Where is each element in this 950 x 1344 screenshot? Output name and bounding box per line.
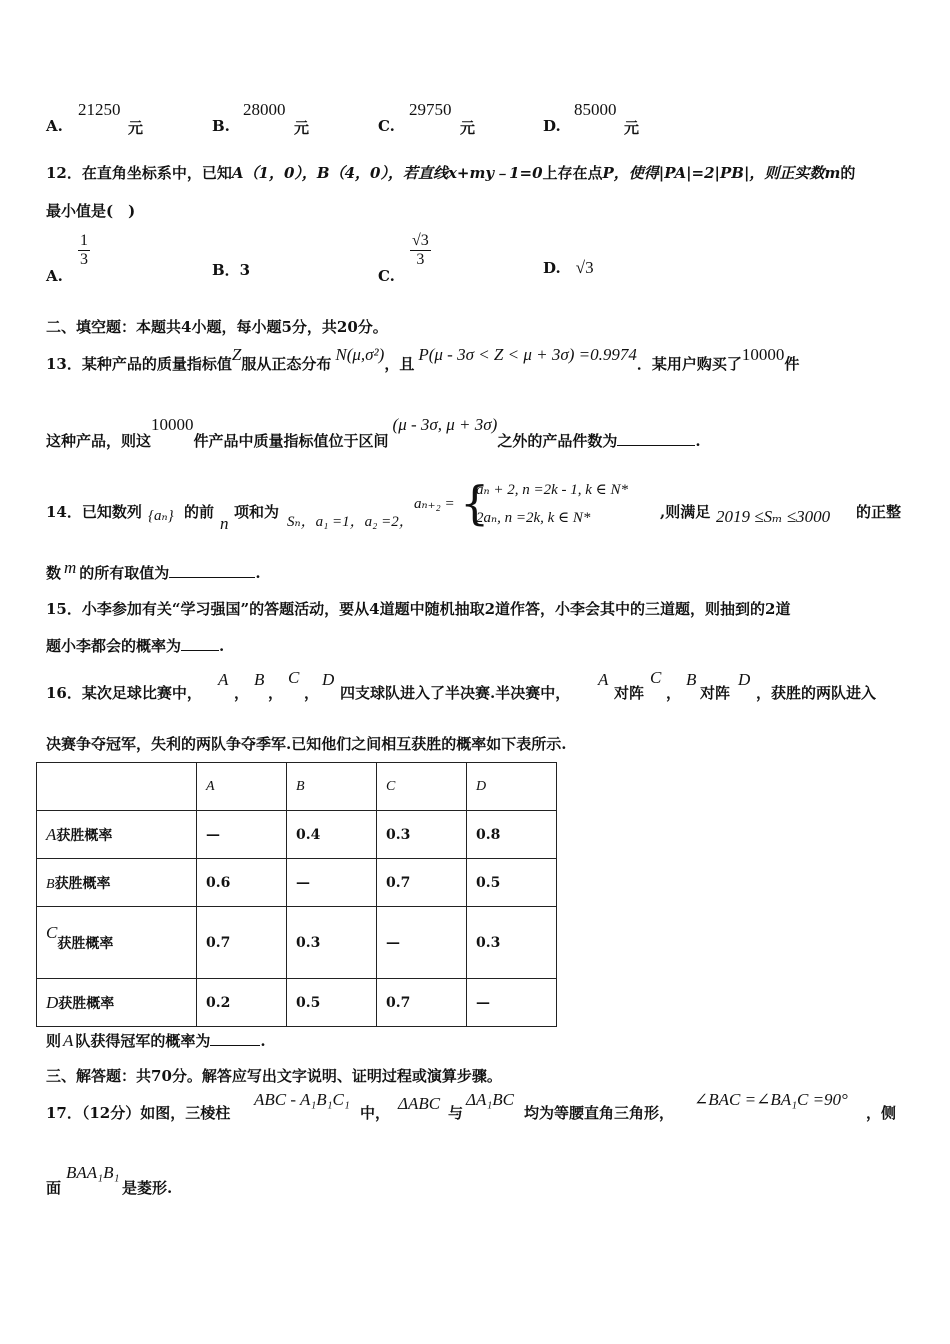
q11-option-c[interactable] (378, 116, 395, 135)
q13-answer-blank[interactable] (617, 445, 695, 446)
q16-semi2-d: D (738, 670, 751, 689)
win-probability-table (36, 762, 557, 1027)
q11-option-d[interactable] (543, 116, 561, 135)
table-cell: 0.7 (197, 907, 287, 979)
table-row-label: B获胜概率 (37, 859, 197, 907)
q16-team-a: A (218, 670, 229, 689)
q14-n: n (220, 514, 229, 533)
q14-line2: 数 m 的所有取值为 . (46, 558, 261, 582)
q14-case2: 2aₙ, n =2k, k ∈ N* (476, 510, 591, 526)
q16-team-b: B (254, 670, 265, 689)
q11-option-d-label: D. (543, 117, 561, 135)
q14-sum-terms: Sₙ，a₁ =1，a₂ =2， (287, 514, 414, 530)
q15-answer-blank[interactable] (181, 650, 219, 651)
table-row (37, 907, 557, 979)
q17-t7: 是菱形. (122, 1179, 173, 1197)
q16-answer-blank[interactable] (210, 1045, 260, 1046)
table-cell: 0.7 (377, 859, 467, 907)
q16-comma-1: ， (234, 684, 250, 702)
table-cell: 0.5 (287, 979, 377, 1027)
q16-line2: 决赛争夺冠军，失利的两队争夺季军.已知他们之间相互获胜的概率如下表所示. (46, 735, 567, 753)
q12-option-c-fraction: $\frac{√3}{3}$ (412, 232, 429, 268)
q11-option-b-label: B. (212, 117, 230, 135)
q14-t3: 项和为 (234, 503, 280, 521)
q17-angle: ∠BAC =∠BA₁C =90° (694, 1090, 848, 1109)
table-cell: 0.6 (197, 859, 287, 907)
q14-t1: 14．已知数列 (46, 503, 142, 521)
q14-t5: 的正整 (856, 503, 902, 521)
q15-stem-line1: 15．小李参加有关“学习强国”的答题活动，要从4道题中随机抽取2道作答，小李会其中的三道题，则抽到的2道 (46, 600, 791, 618)
table-cell: — (197, 811, 287, 859)
table-cell: 0.2 (197, 979, 287, 1027)
q17-t6: 面 (46, 1179, 62, 1197)
q14-brace: { (460, 476, 490, 530)
q11-option-a-value: 21250 (78, 100, 121, 119)
q17-face: BAA₁B₁ (66, 1163, 120, 1182)
q16-comma-2: ， (268, 684, 284, 702)
q12-option-d-label: D. (543, 259, 561, 277)
table-cell: 0.5 (467, 859, 557, 907)
q11-option-b-value: 28000 (243, 100, 286, 119)
table-header-d: D (467, 763, 557, 811)
q11-option-b[interactable] (212, 116, 230, 135)
q15-stem-line2: 题小李都会的概率为 . (46, 637, 225, 655)
table-row-label: D获胜概率 (37, 979, 197, 1027)
table-header-corner (37, 763, 197, 811)
q12-option-a-label: A. (46, 267, 63, 285)
table-row-label: A获胜概率 (37, 811, 197, 859)
table-cell: — (467, 979, 557, 1027)
q12-option-c-label: C. (378, 267, 395, 285)
table-header-a: A (197, 763, 287, 811)
table-cell: 0.3 (287, 907, 377, 979)
q17-t2: 中， (360, 1104, 391, 1122)
q14-recurrence-lhs: aₙ₊₂ = (414, 496, 455, 512)
table-row (37, 859, 557, 907)
q16-t3: ，获胜的两队进入 (756, 684, 877, 702)
q14-answer-blank[interactable] (169, 577, 255, 578)
q12-option-c[interactable] (378, 232, 431, 285)
table-header-row (37, 763, 557, 811)
q11-option-a-label: A. (46, 117, 63, 135)
q11-option-c-unit: 元 (460, 119, 476, 137)
q12-stem-line2: 最小值是( ) (46, 202, 136, 220)
section-3-heading: 三、解答题：共70分。解答应写出文字说明、证明过程或演算步骤。 (46, 1067, 502, 1085)
table-header-c: C (377, 763, 467, 811)
q11-option-c-value: 29750 (409, 100, 452, 119)
q14-t4: ,则满足 (660, 503, 711, 521)
table-row (37, 979, 557, 1027)
q13-stem-line1: 13．某种产品的质量指标值Z服从正态分布 N(μ,σ²)，且 P(μ - 3σ < Z < μ + 3σ) =0.9974．某用户购买了10000件 (46, 345, 800, 373)
q16-team-d: D (322, 670, 335, 689)
q12-stem-line1: 12．在直角坐标系中，已知A（1，0），B（4，0），若直线x+my﹣1=0上存在点P，使得|PA|=2|PB|，则正实数m的 (46, 164, 856, 182)
table-cell: — (377, 907, 467, 979)
q11-option-b-unit: 元 (294, 119, 310, 137)
q12-option-a[interactable] (46, 232, 90, 285)
section-2-heading: 二、填空题：本题共4小题，每小题5分，共20分。 (46, 318, 388, 336)
table-header-b: B (287, 763, 377, 811)
q17-triangle-a1bc: ΔA₁BC (466, 1090, 514, 1109)
q12-option-d[interactable] (543, 258, 594, 278)
q17-t5: ，侧 (866, 1104, 897, 1122)
q16-semi1-a: A (598, 670, 609, 689)
table-cell: 0.4 (287, 811, 377, 859)
q16-semi1-c: C (650, 668, 662, 687)
q11-option-d-unit: 元 (624, 119, 640, 137)
q14-t2: 的前 (184, 503, 215, 521)
q12-option-d-value: √3 (575, 258, 594, 277)
q14-case1: aₙ + 2, n =2k - 1, k ∈ N* (476, 482, 628, 498)
q14-sequence: {aₙ} (148, 508, 174, 524)
q14-condition: 2019 ≤Sₘ ≤3000 (716, 507, 831, 526)
q17-prism: ABC - A₁B₁C₁ (254, 1090, 350, 1109)
table-cell: 0.3 (377, 811, 467, 859)
q16-comma-3: ， (304, 684, 320, 702)
q12-option-b[interactable]: B．3 (212, 261, 251, 279)
q17-triangle-abc: ΔABC (398, 1094, 441, 1113)
table-cell: — (287, 859, 377, 907)
table-row (37, 811, 557, 859)
q11-option-a-unit: 元 (128, 119, 144, 137)
q16-vs-1: 对阵 (614, 684, 645, 702)
q16-semi2-b: B (686, 670, 697, 689)
q13-stem-line2: 这种产品，则这10000件产品中质量指标值位于区间(μ - 3σ, μ + 3σ)之外的产品件数为 . (46, 415, 701, 450)
table-row-label: C获胜概率 (37, 907, 197, 979)
table-cell: 0.8 (467, 811, 557, 859)
q16-comma-4: ， (666, 684, 682, 702)
q11-option-d-value: 85000 (574, 100, 617, 119)
table-cell: 0.7 (377, 979, 467, 1027)
q11-option-c-label: C. (378, 117, 395, 135)
q12-option-a-fraction: $\frac{1}{3}$ (79, 232, 88, 268)
q16-t1: 16．某次足球比赛中， (46, 684, 202, 702)
q11-option-a[interactable] (46, 116, 63, 135)
q17-t4: 均为等腰直角三角形， (524, 1104, 675, 1122)
q17-t1: 17．（12分）如图，三棱柱 (46, 1104, 231, 1122)
q17-t3: 与 (448, 1104, 464, 1122)
q16-team-c: C (288, 668, 300, 687)
q16-t2: 四支球队进入了半决赛.半决赛中， (340, 684, 571, 702)
q16-vs-2: 对阵 (700, 684, 731, 702)
table-cell: 0.3 (467, 907, 557, 979)
q16-question: 则 A 队获得冠军的概率为 . (46, 1031, 266, 1050)
